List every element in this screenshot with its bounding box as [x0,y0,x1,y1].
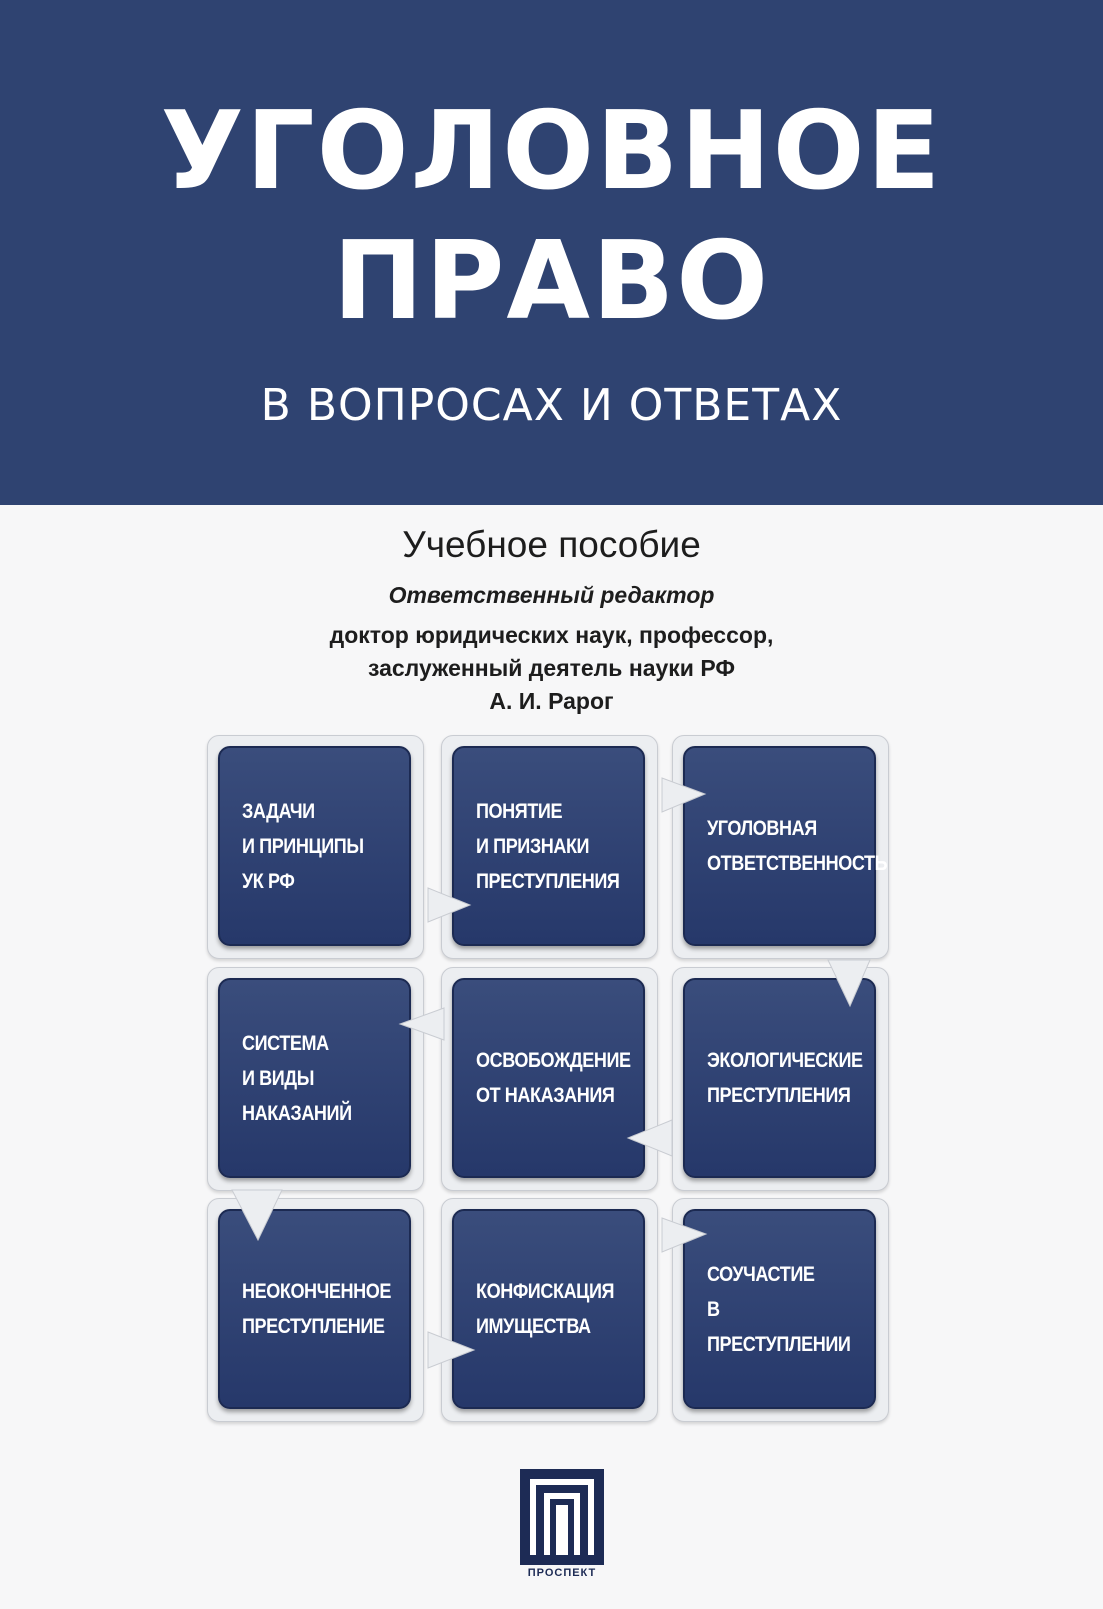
arrow-down-icon [828,960,870,1006]
arrow-right-icon [662,778,705,812]
editor-degree: доктор юридических наук, профессор, [329,622,774,648]
topic-label: ЭКОЛОГИЧЕСКИЕ ПРЕСТУПЛЕНИЯ [707,1049,863,1107]
topic-label: ЗАДАЧИ И ПРИНЦИПЫ УК РФ [242,799,364,893]
topic-label: КОНФИСКАЦИЯ ИМУЩЕСТВА [476,1280,615,1338]
topic-label: ПОНЯТИЕ И ПРИЗНАКИ ПРЕСТУПЛЕНИЯ [476,799,620,893]
prospekt-logo-icon [520,1469,604,1565]
arrow-right-icon [428,1332,474,1368]
topic-label: СИСТЕМА И ВИДЫ НАКАЗАНИЙ [242,1031,352,1125]
topic-label: ОСВОБОЖДЕНИЕ ОТ НАКАЗАНИЯ [476,1049,631,1107]
editor-label: Ответственный редактор [388,582,715,608]
title-line-2: ПРАВО [332,219,771,344]
topic-label: СОУЧАСТИЕ В ПРЕСТУПЛЕНИИ [707,1262,851,1356]
book-type: Учебное пособие [402,524,701,565]
arrow-right-icon [662,1218,706,1252]
arrow-left-icon [628,1120,672,1156]
title-subtitle: В ВОПРОСАХ И ОТВЕТАХ [260,380,843,431]
editor-name: А. И. Рарог [489,688,614,714]
editor-title: заслуженный деятель науки РФ [367,655,736,681]
title-line-1: УГОЛОВНОЕ [160,89,943,214]
arrow-right-icon [428,888,470,922]
arrow-left-icon [400,1008,444,1040]
topic-label: НЕОКОНЧЕННОЕ ПРЕСТУПЛЕНИЕ [242,1280,392,1338]
publisher-name: ПРОСПЕКТ [527,1567,597,1579]
topic-label: УГОЛОВНАЯ ОТВЕТСТВЕННОСТЬ [707,817,888,875]
arrow-down-icon [232,1190,282,1240]
